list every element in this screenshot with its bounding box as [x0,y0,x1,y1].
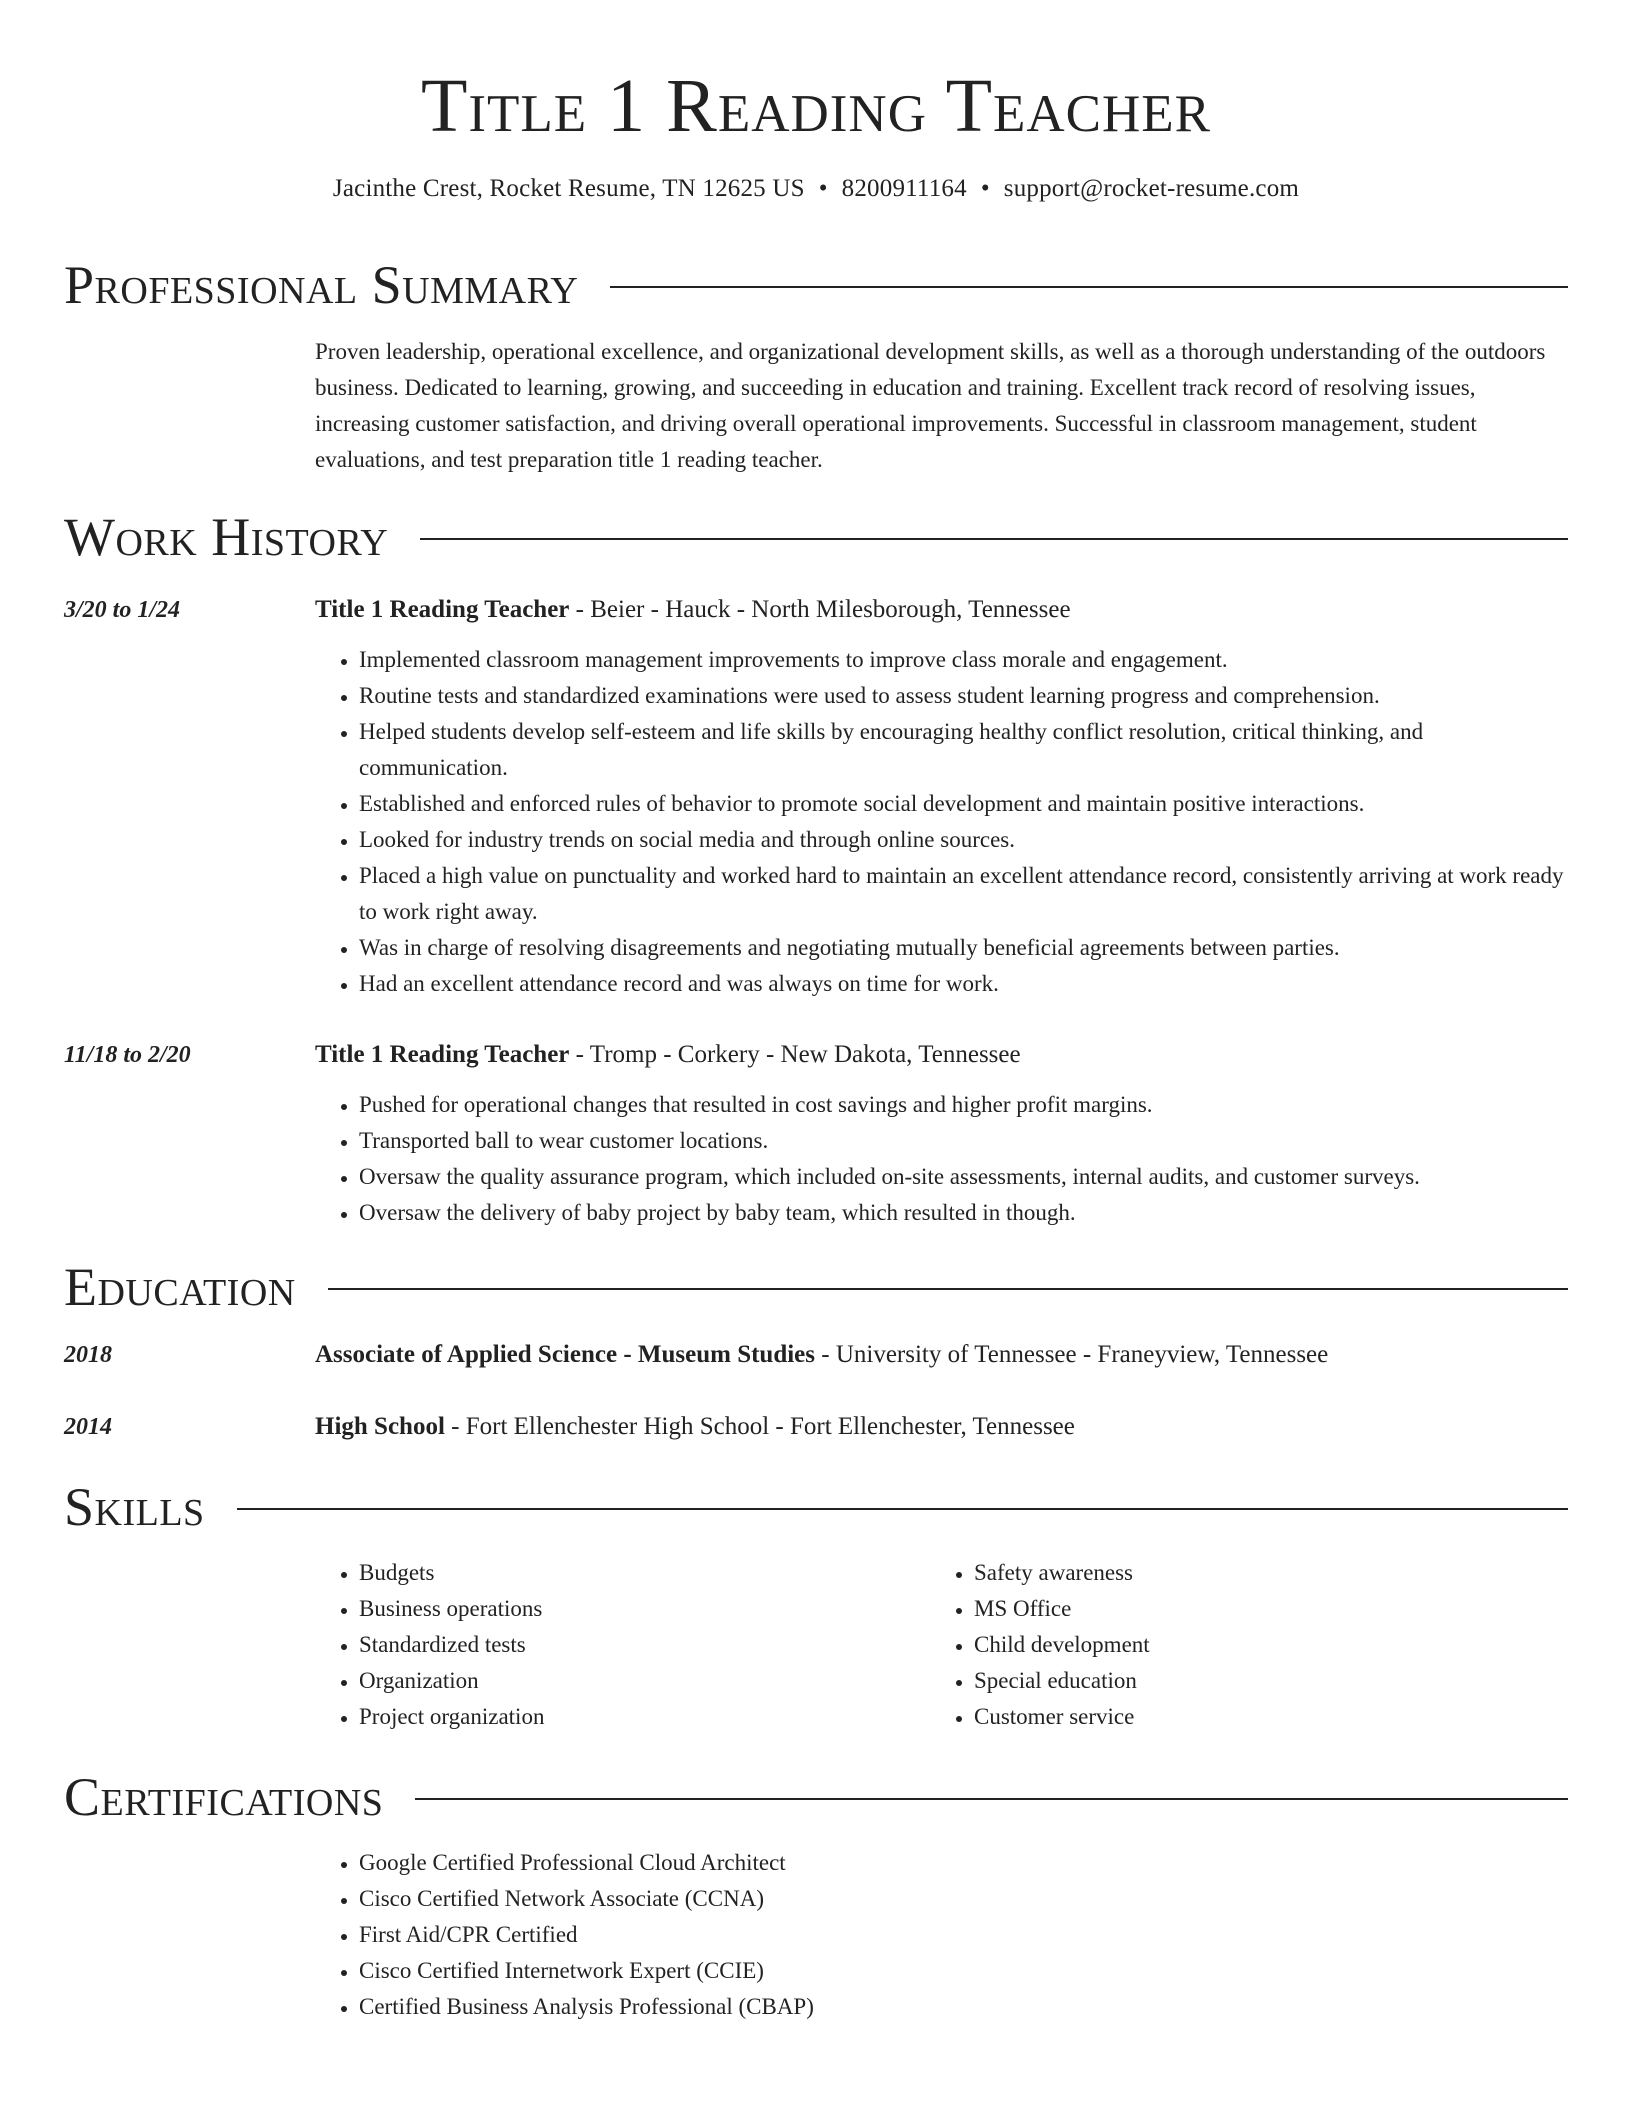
education-entry [315,1409,1570,1445]
job-bullets [315,642,1570,1002]
job-dates: 11/18 to 2/20 [64,1042,191,1068]
section-header-certifications [64,1762,1568,1832]
summary-text: Proven leadership, operational excellence, and organizational development skills, as well as a thorough understanding of the outdoors business. Dedicated to learning, growing, and succeeding in education and training. Excellent track record of resolving issues, increasing customer satisfaction, and driving overall operational improvements. Successful in classroom management, student evaluations, and test preparation title 1 reading teacher. [315,339,1546,472]
contact-separator: • [818,175,828,202]
section-title: Education [64,1257,296,1317]
section-title: Skills [64,1477,205,1537]
section-header-summary [64,250,1568,320]
job-employer-location: - Beier - Hauck - North Milesborough, Tennessee [569,596,1071,623]
section-divider [420,538,1568,540]
certifications-list [315,1845,1570,2025]
job-heading [315,1037,1570,1073]
skill-item: • Budgets [359,1555,915,1591]
certification-item: • Certified Business Analysis Professional (CBAP) [359,1989,1570,2025]
job-title: Title 1 Reading Teacher [315,596,570,623]
job-heading [315,592,1570,628]
section-header-work-history [64,502,1568,572]
skill-item: • Project organization [359,1699,915,1735]
list-item: • Implemented classroom management improvements to improve class morale and engagement. [359,642,1570,678]
list-item: • Helped students develop self-esteem and life skills by encouraging healthy conflict resolution, critical thinking, and communication. [359,714,1570,786]
contact-phone: 8200911164 [841,175,967,202]
list-item: • Established and enforced rules of behavior to promote social development and maintain positive interactions. [359,786,1570,822]
certification-item: • Cisco Certified Internetwork Expert (CCIE) [359,1953,1570,1989]
list-item: • Oversaw the quality assurance program, which included on-site assessments, internal audits, and customer surveys. [359,1159,1570,1195]
list-item: • Routine tests and standardized examinations were used to assess student learning progress and comprehension. [359,678,1570,714]
resume-name-title: Title 1 Reading Teacher [420,64,1212,148]
job-bullets [315,1087,1570,1231]
contact-address: Jacinthe Crest, Rocket Resume, TN 12625 US [332,175,805,202]
section-title: Certifications [64,1767,384,1827]
contact-separator: • [980,175,990,202]
section-header-education [64,1252,1568,1322]
section-divider [610,286,1568,288]
section-divider [415,1798,1568,1800]
skill-item: • Organization [359,1663,915,1699]
skill-item: • Business operations [359,1591,915,1627]
job-dates: 3/20 to 1/24 [64,597,181,623]
list-item: • Had an excellent attendance record and was always on time for work. [359,966,1570,1002]
education-year: 2018 [64,1342,112,1368]
skill-item: • Safety awareness [974,1555,1530,1591]
list-item: • Looked for industry trends on social media and through online sources. [359,822,1570,858]
list-item: • Pushed for operational changes that resulted in cost savings and higher profit margins. [359,1087,1570,1123]
skill-item: • Customer service [974,1699,1530,1735]
skill-item: • MS Office [974,1591,1530,1627]
education-entry [315,1337,1570,1373]
list-item: • Oversaw the delivery of baby project by baby team, which resulted in though. [359,1195,1570,1231]
education-school-location: - Fort Ellenchester High School - Fort Ellenchester, Tennessee [444,1413,1075,1440]
section-divider [237,1508,1568,1510]
certification-item: • First Aid/CPR Certified [359,1917,1570,1953]
contact-email: support@rocket-resume.com [1003,175,1300,202]
skill-item: • Standardized tests [359,1627,915,1663]
skill-item: • Child development [974,1627,1530,1663]
list-item: • Placed a high value on punctuality and worked hard to maintain an excellent attendance record, consistently arriving at work ready to work right away. [359,858,1570,930]
education-degree: Associate of Applied Science - Museum Studies [315,1341,815,1368]
education-year: 2014 [64,1414,112,1440]
section-title: Work History [64,507,389,567]
contact-line [0,172,1632,206]
skill-item: • Special education [974,1663,1530,1699]
education-degree: High School [315,1413,445,1440]
section-divider [328,1288,1568,1290]
certification-item: • Google Certified Professional Cloud Architect [359,1845,1570,1881]
education-school-location: - University of Tennessee - Franeyview, Tennessee [815,1341,1329,1368]
job-employer-location: - Tromp - Corkery - New Dakota, Tennessee [569,1041,1021,1068]
section-header-skills [64,1472,1568,1542]
section-title: Professional Summary [64,255,579,315]
list-item: • Was in charge of resolving disagreements and negotiating mutually beneficial agreements between parties. [359,930,1570,966]
job-title: Title 1 Reading Teacher [315,1041,570,1068]
certification-item: • Cisco Certified Network Associate (CCNA) [359,1881,1570,1917]
skills-list-left [315,1555,915,1735]
skills-list-right [930,1555,1530,1735]
list-item: • Transported ball to wear customer locations. [359,1123,1570,1159]
